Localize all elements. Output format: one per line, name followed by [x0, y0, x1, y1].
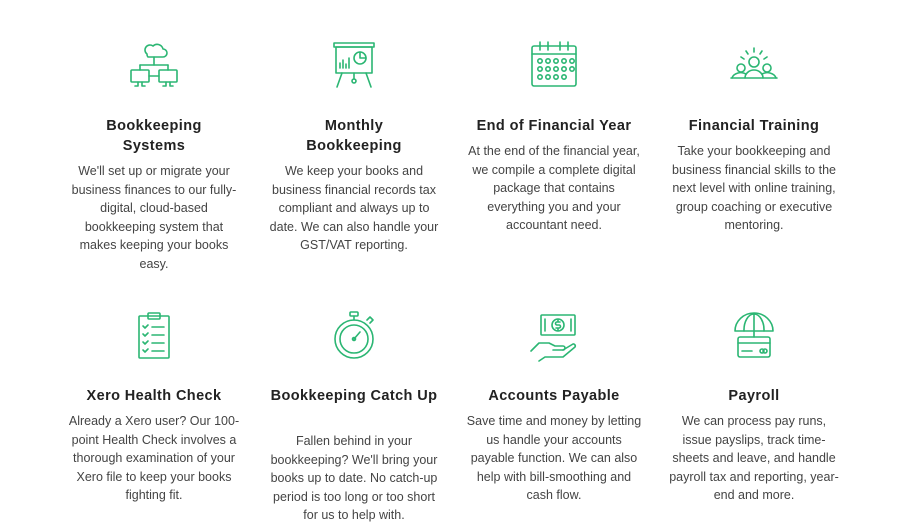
- group-training-icon: [727, 38, 781, 92]
- service-description: We keep your books and business financial records tax compliant and always up to date. We can also handle your GST/VAT reporting.: [269, 164, 439, 253]
- service-description: Save time and money by letting us handle your accounts payable function. We can also help with bill-smoothing and cash flow.: [466, 414, 642, 503]
- service-title: Accounts Payable: [488, 388, 620, 404]
- calendar-icon: [527, 38, 581, 92]
- presentation-chart-icon: [327, 38, 381, 92]
- service-description: At the end of the financial year, we compile a complete digital package that contains everything you and your accountant need.: [468, 144, 640, 233]
- hand-money-icon: [527, 309, 581, 363]
- service-description: Fallen behind in your bookkeeping? We'll bring your books up to date. No catch-up period is too long or too short for us to help with.: [270, 434, 438, 523]
- service-title: Bookkeeping Catch Up: [270, 388, 438, 404]
- services-grid: [54, 0, 856, 532]
- service-title: Xero Health Check: [86, 388, 222, 404]
- service-title: Financial Training: [688, 118, 820, 134]
- clipboard-checklist-icon: [127, 309, 181, 363]
- service-title: Bookkeeping Systems: [106, 118, 202, 154]
- service-description: Already a Xero user? Our 100-point Health Check involves a thorough examination of your Xero file to keep your books fighting fit.: [68, 414, 240, 503]
- service-description: We can process pay runs, issue payslips, track time-sheets and leave, and handle payroll tax and reporting, year-end and more.: [669, 414, 839, 503]
- service-title: Monthly Bookkeeping: [306, 118, 402, 154]
- service-description: We'll set up or migrate your business finances to our fully-digital, cloud-based bookkeeping system that makes keeping your books easy.: [71, 164, 237, 271]
- umbrella-card-icon: [727, 309, 781, 363]
- stopwatch-icon: [327, 309, 381, 363]
- service-title: Payroll: [728, 388, 780, 404]
- service-title: End of Financial Year: [476, 118, 632, 134]
- network-computers-icon: [127, 38, 181, 92]
- service-description: Take your bookkeeping and business financial skills to the next level with online training, group coaching or executive mentoring.: [672, 144, 836, 233]
